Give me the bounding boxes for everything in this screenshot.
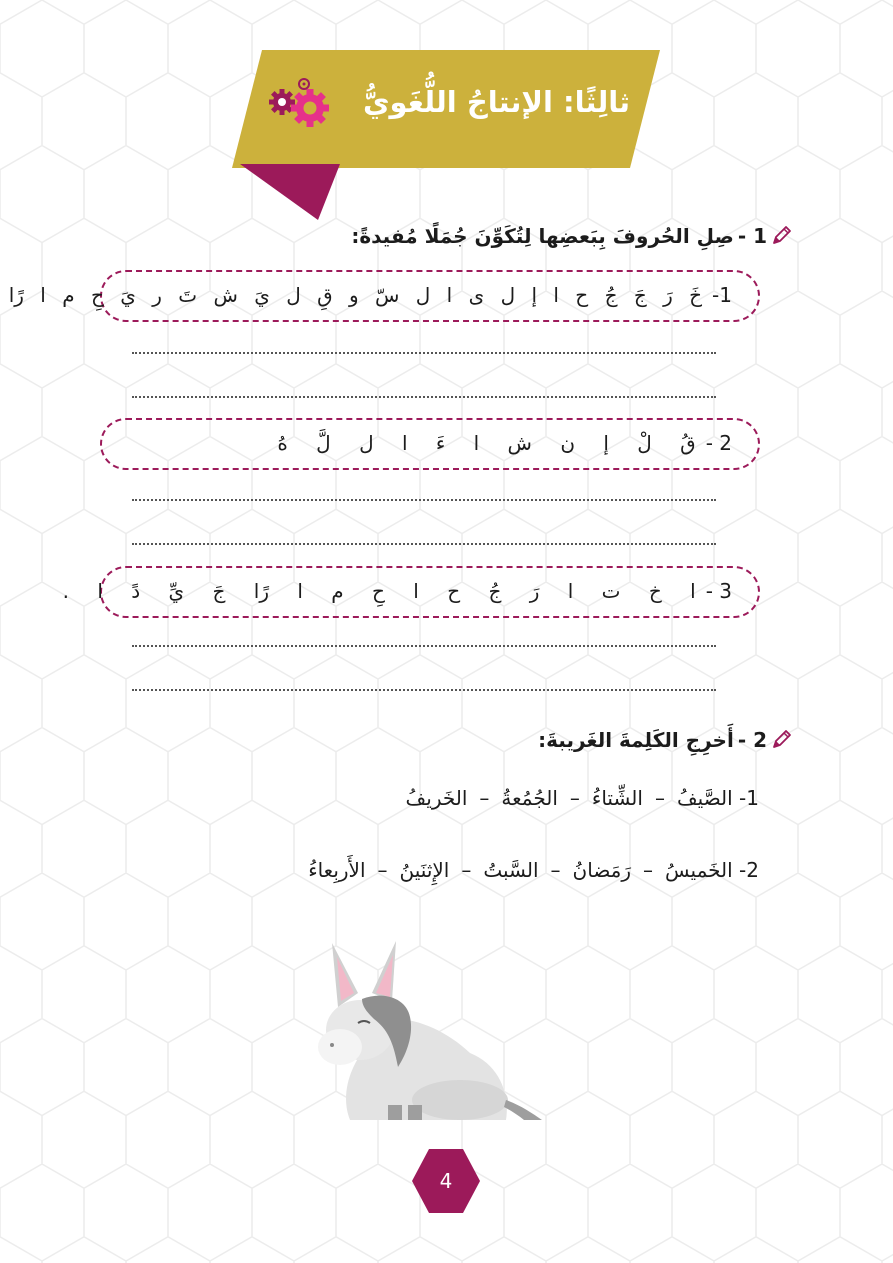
letters-sequence: خَ رَ جَ جُ ح ا إ ل ى ا ل سّ و قِ ل يَ ش تَ ر يَ حِ م ا رًا	[8, 283, 703, 307]
question-2-number: 2 -	[737, 728, 767, 752]
letters-box-label: 2 -	[705, 431, 732, 455]
separator: –	[654, 786, 665, 810]
answer-line[interactable]	[132, 645, 716, 647]
separator: –	[377, 858, 388, 882]
separator: –	[643, 858, 654, 882]
letters-box-label: 1-	[712, 283, 732, 307]
word[interactable]: الخَميسُ	[665, 858, 733, 882]
question-1-number: 1 -	[737, 224, 767, 248]
odd-word-line-1	[406, 786, 759, 810]
answer-line[interactable]	[132, 499, 716, 501]
line-label: 1-	[739, 786, 759, 810]
word[interactable]: الشِّتاءُ	[591, 786, 643, 810]
letters-box-label: 3 -	[705, 579, 732, 603]
word[interactable]: الخَريفُ	[405, 786, 468, 810]
separator: –	[550, 858, 561, 882]
page-number: 4	[439, 1169, 453, 1193]
word[interactable]: رَمَضانُ	[572, 858, 632, 882]
section-title: ثالِثًا: الإنتاجُ اللُّغَويُّ	[362, 85, 630, 119]
word[interactable]: الأَربِعاءُ	[308, 858, 366, 882]
word[interactable]: الإِثنَينُ	[399, 858, 450, 882]
answer-line[interactable]	[132, 689, 716, 691]
donkey-illustration	[310, 935, 550, 1125]
word[interactable]: الجُمُعةُ	[501, 786, 558, 810]
banner-fold	[240, 164, 340, 220]
word[interactable]: السَّبتُ	[483, 858, 539, 882]
separator: –	[461, 858, 472, 882]
question-2-heading	[538, 728, 793, 752]
letters-box-2	[100, 418, 760, 470]
separator: –	[479, 786, 490, 810]
line-label: 2-	[739, 858, 759, 882]
question-1-heading	[351, 224, 793, 248]
letters-sequence: ا خ ت ا رَ جُ ح ا حِ م ا رًا جَ يِّ دً ا .	[62, 579, 696, 603]
letters-sequence: قُ لْ إ ن ش ا ءَ ا ل لَّ هُ	[277, 431, 696, 455]
answer-line[interactable]	[132, 352, 716, 354]
word[interactable]: الصَّيفُ	[676, 786, 733, 810]
letters-box-3	[62, 566, 760, 618]
answer-line[interactable]	[132, 396, 716, 398]
pencil-icon	[771, 224, 793, 246]
answer-line[interactable]	[132, 543, 716, 545]
separator: –	[569, 786, 580, 810]
odd-word-line-2	[308, 858, 759, 882]
question-2-text: أَخرِجِ الكَلِمةَ الغَريبةَ:	[538, 728, 734, 752]
letters-box-1	[8, 270, 760, 322]
question-1-text: صِلِ الحُروفَ بِبَعضِها لِتُكَوِّنَ جُمَلًا مُفيدةً:	[351, 224, 734, 248]
pencil-icon	[771, 728, 793, 750]
gears-icon	[268, 76, 338, 132]
